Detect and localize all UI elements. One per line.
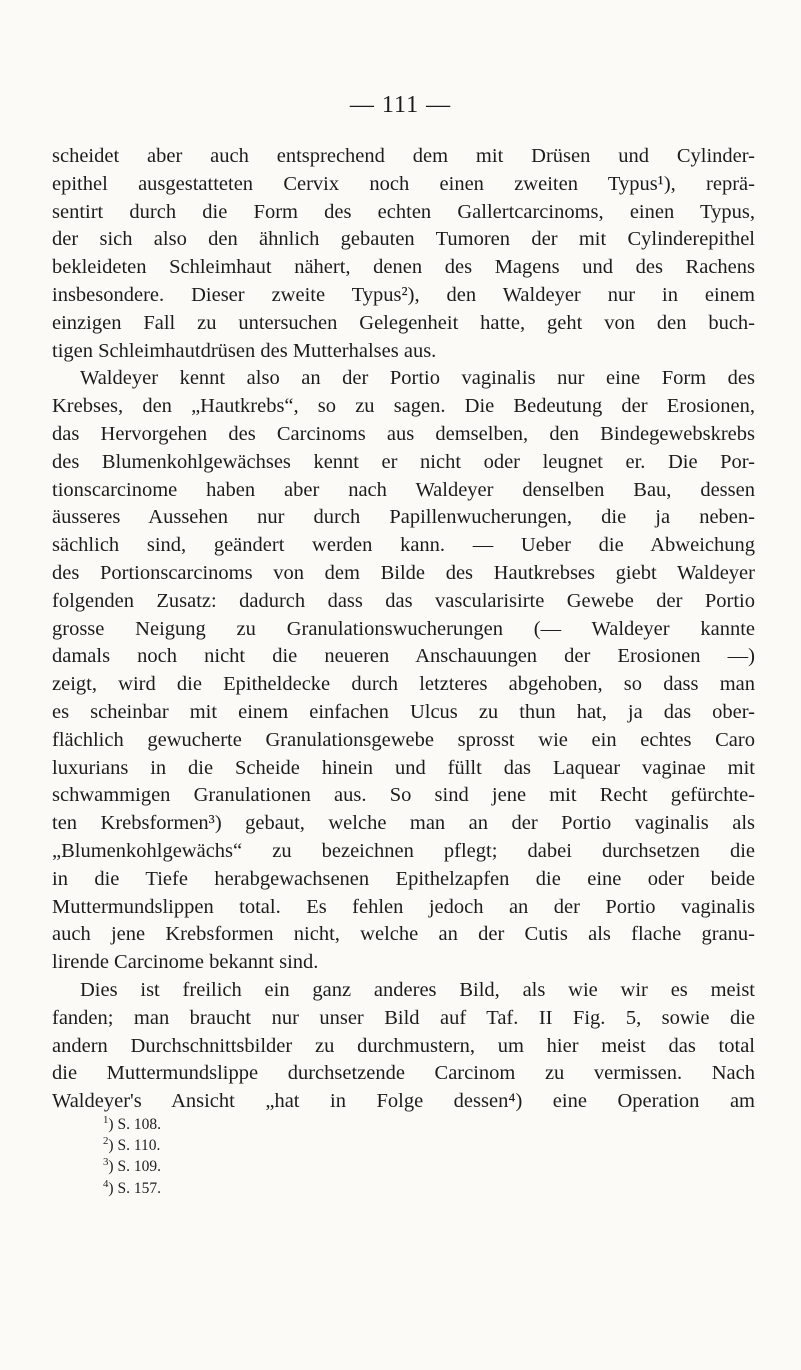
text-line: bekleideten Schleimhaut nähert, denen des Magens und des Rachens bbox=[52, 256, 755, 279]
footnote: $^4$) S. 157. bbox=[103, 1177, 161, 1197]
text-line: flächlich gewucherte Granulationsgewebe sprosst wie ein echtes Caro bbox=[52, 728, 755, 751]
text-line: zeigt, wird die Epitheldecke durch letzteres abgehoben, so dass man bbox=[52, 673, 755, 696]
text-line: scheidet aber auch entsprechend dem mit Drüsen und Cylinder- bbox=[52, 145, 755, 167]
text-line: Waldeyer kennt also an der Portio vaginalis nur eine Form des bbox=[80, 367, 755, 390]
text-line: tigen Schleimhautdrüsen des Mutterhalses aus. bbox=[52, 339, 437, 362]
footnote-text: S. 109. bbox=[117, 1158, 161, 1176]
text-line: grosse Neigung zu Granulationswucherungen (— Waldeyer kannte bbox=[52, 617, 755, 640]
text-line: folgenden Zusatz: dadurch dass das vascularisirte Gewebe der Portio bbox=[52, 589, 755, 612]
text-line: einzigen Fall zu untersuchen Gelegenheit hatte, geht von den buch- bbox=[52, 311, 755, 334]
text-line: Muttermundslippen total. Es fehlen jedoch an der Portio vaginalis bbox=[52, 895, 755, 918]
text-line: äusseres Aussehen nur durch Papillenwucherungen, die ja neben- bbox=[52, 506, 755, 529]
footnote: $^1$) S. 108. bbox=[103, 1113, 161, 1133]
text-line: das Hervorgehen des Carcinoms aus demselben, den Bindegewebskrebs bbox=[52, 422, 755, 445]
text-line: des Portionscarcinoms von dem Bilde des Hautkrebses giebt Waldeyer bbox=[52, 561, 755, 584]
text-line: Waldeyer's Ansicht „hat in Folge dessen⁴) eine Operation am bbox=[52, 1090, 755, 1113]
text-line: tionscarcinome haben aber nach Waldeyer denselben Bau, dessen bbox=[52, 478, 755, 501]
text-line: lirende Carcinome bekannt sind. bbox=[52, 951, 319, 974]
footnote-marker: 1 bbox=[103, 1113, 109, 1126]
footnote-text: S. 110. bbox=[117, 1137, 161, 1155]
footnote: $^3$) S. 109. bbox=[103, 1156, 161, 1176]
text-line: es scheinbar mit einem einfachen Ulcus zu thun hat, ja das ober- bbox=[52, 700, 755, 723]
text-line: andern Durchschnittsbilder zu durchmustern, um hier meist das total bbox=[52, 1034, 755, 1057]
text-line: fanden; man braucht nur unser Bild auf Taf. II Fig. 5, sowie die bbox=[52, 1006, 755, 1029]
text-line: luxurians in die Scheide hinein und füllt das Laquear vaginae mit bbox=[52, 756, 755, 779]
footnote-marker: 2 bbox=[103, 1135, 109, 1148]
text-line: ten Krebsformen³) gebaut, welche man an der Portio vaginalis als bbox=[52, 812, 755, 835]
text-line: in die Tiefe herabgewachsenen Epithelzapfen die eine oder beide bbox=[52, 867, 755, 890]
text-line: die Muttermundslippe durchsetzende Carcinom zu vermissen. Nach bbox=[52, 1062, 755, 1085]
body-text bbox=[52, 143, 755, 1116]
text-line: der sich also den ähnlich gebauten Tumoren der mit Cylinderepithel bbox=[52, 228, 755, 251]
page-number: — 111 — bbox=[349, 92, 452, 118]
text-line: insbesondere. Dieser zweite Typus²), den Waldeyer nur in einem bbox=[52, 283, 755, 306]
text-line: des Blumenkohlgewächses kennt er nicht oder leugnet er. Die Por- bbox=[52, 450, 755, 473]
text-line: sächlich sind, geändert werden kann. — Ueber die Abweichung bbox=[52, 534, 755, 557]
text-line: sentirt durch die Form des echten Gallertcarcinoms, einen Typus, bbox=[52, 200, 755, 223]
footnotes bbox=[103, 1114, 161, 1199]
footnote: $^2$) S. 110. bbox=[103, 1135, 161, 1155]
text-line: auch jene Krebsformen nicht, welche an der Cutis als flache granu- bbox=[52, 923, 755, 946]
footnote-text: S. 108. bbox=[117, 1116, 161, 1133]
text-line: damals noch nicht die neueren Anschauungen der Erosionen —) bbox=[52, 645, 755, 668]
text-line: schwammigen Granulationen aus. So sind jene mit Recht gefürchte- bbox=[52, 784, 755, 807]
footnote-marker: 4 bbox=[103, 1177, 109, 1190]
text-line: epithel ausgestatteten Cervix noch einen zweiten Typus¹), reprä- bbox=[52, 172, 755, 195]
text-line: Dies ist freilich ein ganz anderes Bild, als wie wir es meist bbox=[80, 978, 755, 1001]
footnote-marker: 3 bbox=[103, 1156, 109, 1169]
text-line: Krebses, den „Hautkrebs“, so zu sagen. Die Bedeutung der Erosionen, bbox=[52, 395, 755, 418]
footnote-text: S. 157. bbox=[117, 1179, 161, 1197]
text-line: „Blumenkohlgewächs“ zu bezeichnen pflegt; dabei durchsetzen die bbox=[52, 839, 755, 862]
